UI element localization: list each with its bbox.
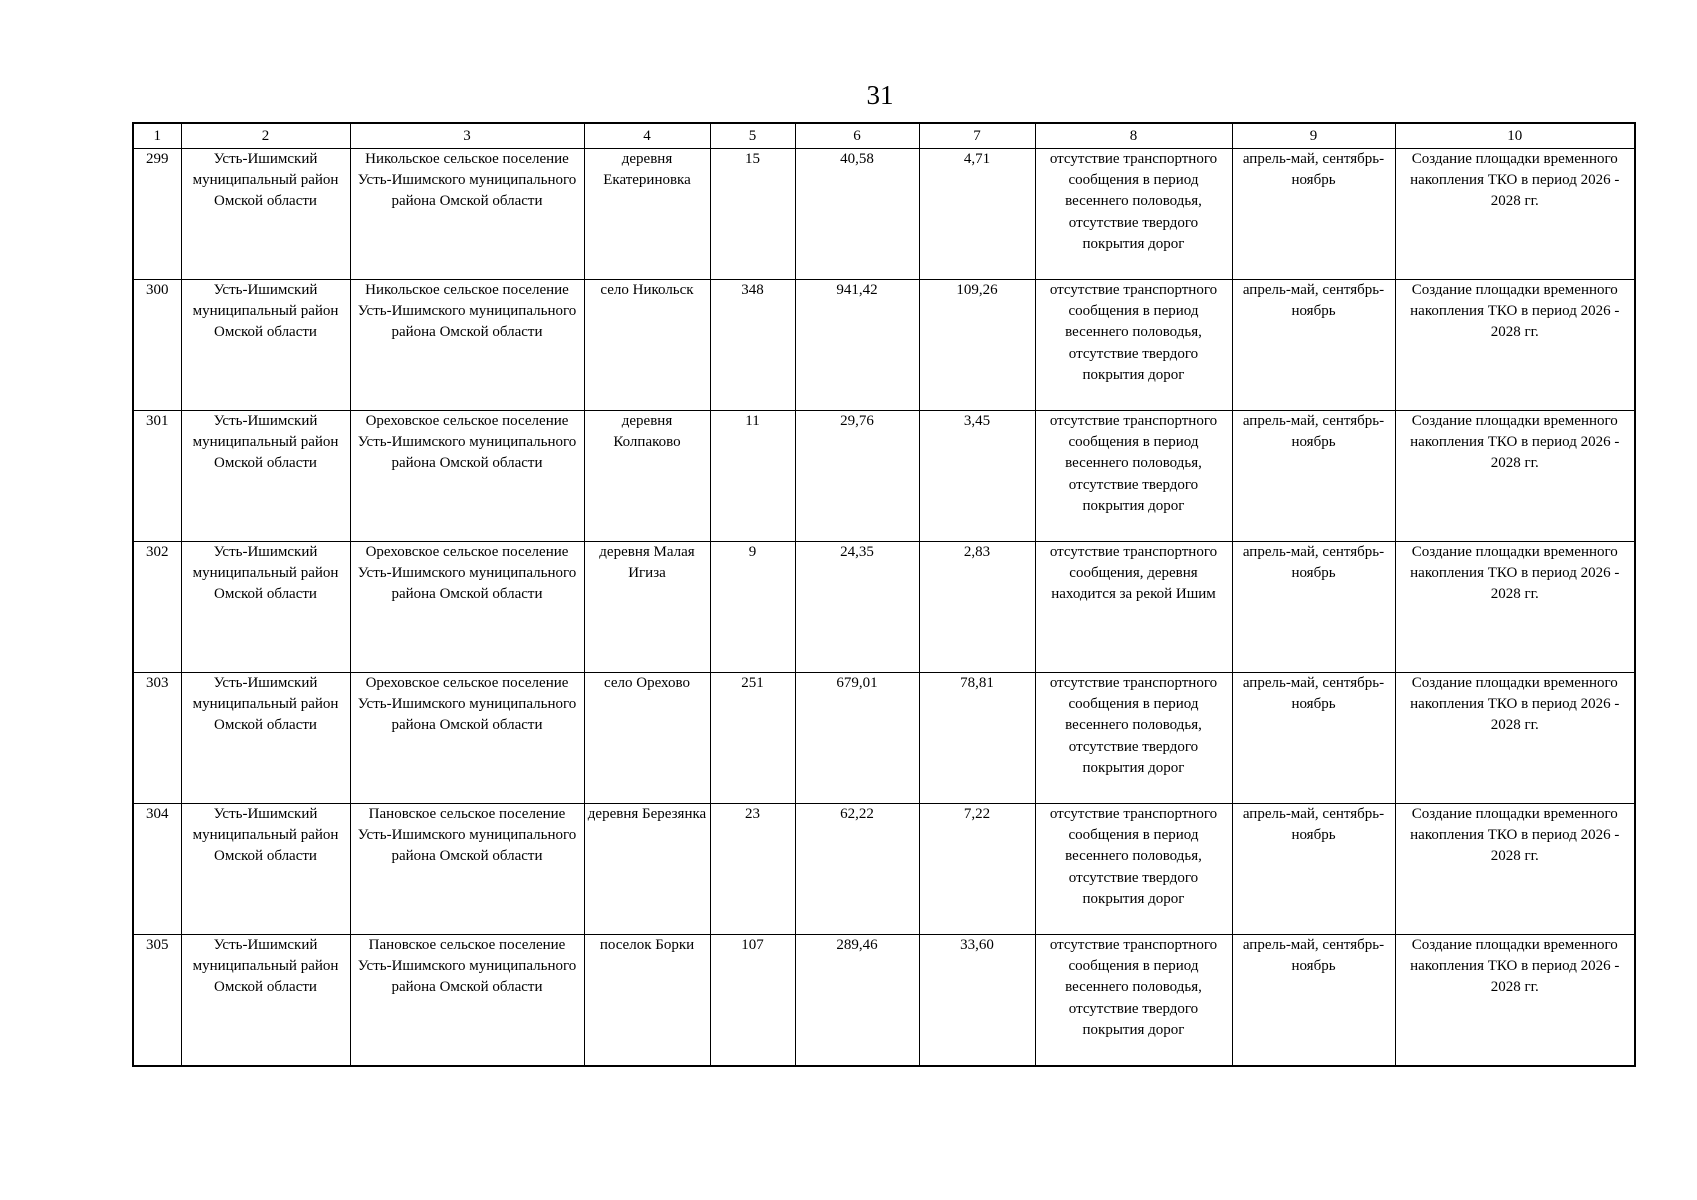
district-cell: Усть-Ишимский муниципальный район Омской области [181, 673, 350, 804]
row-number-cell: 301 [133, 411, 181, 542]
row-number-cell: 303 [133, 673, 181, 804]
table-row [133, 280, 1635, 411]
measure-cell: Создание площадки временного накопления ТКО в период 2026 - 2028 гг. [1395, 411, 1635, 542]
locality-cell: село Орехово [584, 673, 710, 804]
measure-cell: Создание площадки временного накопления ТКО в период 2026 - 2028 гг. [1395, 935, 1635, 1067]
locality-cell: деревня Екатериновка [584, 149, 710, 280]
district-cell: Усть-Ишимский муниципальный район Омской области [181, 149, 350, 280]
settlement-cell: Пановское сельское поселение Усть-Ишимского муниципального района Омской области [350, 804, 584, 935]
column-number-row [133, 123, 1635, 149]
row-number-cell: 299 [133, 149, 181, 280]
locality-cell: поселок Борки [584, 935, 710, 1067]
reason-cell: отсутствие транспортного сообщения, деревня находится за рекой Ишим [1035, 542, 1232, 673]
settlement-cell: Пановское сельское поселение Усть-Ишимского муниципального района Омской области [350, 935, 584, 1067]
table-row [133, 804, 1635, 935]
column-7-cell: 3,45 [919, 411, 1035, 542]
period-cell: апрель-май, сентябрь-ноябрь [1232, 411, 1395, 542]
table-row [133, 542, 1635, 673]
column-5-cell: 348 [710, 280, 795, 411]
column-6-cell: 941,42 [795, 280, 919, 411]
district-cell: Усть-Ишимский муниципальный район Омской области [181, 935, 350, 1067]
locality-cell: деревня Малая Игиза [584, 542, 710, 673]
column-7-cell: 33,60 [919, 935, 1035, 1067]
column-header: 3 [350, 123, 584, 149]
column-header: 6 [795, 123, 919, 149]
column-header: 9 [1232, 123, 1395, 149]
column-header: 1 [133, 123, 181, 149]
district-cell: Усть-Ишимский муниципальный район Омской области [181, 542, 350, 673]
table-row [133, 673, 1635, 804]
column-5-cell: 15 [710, 149, 795, 280]
column-6-cell: 29,76 [795, 411, 919, 542]
column-7-cell: 7,22 [919, 804, 1035, 935]
column-6-cell: 62,22 [795, 804, 919, 935]
column-5-cell: 23 [710, 804, 795, 935]
column-5-cell: 107 [710, 935, 795, 1067]
column-header: 5 [710, 123, 795, 149]
period-cell: апрель-май, сентябрь-ноябрь [1232, 280, 1395, 411]
row-number-cell: 304 [133, 804, 181, 935]
reason-cell: отсутствие транспортного сообщения в период весеннего половодья, отсутствие твердого покрытия дорог [1035, 411, 1232, 542]
column-header: 2 [181, 123, 350, 149]
column-header: 7 [919, 123, 1035, 149]
row-number-cell: 305 [133, 935, 181, 1067]
table-row [133, 149, 1635, 280]
period-cell: апрель-май, сентябрь-ноябрь [1232, 542, 1395, 673]
data-table [132, 122, 1636, 1067]
settlement-cell: Ореховское сельское поселение Усть-Ишимского муниципального района Омской области [350, 673, 584, 804]
measure-cell: Создание площадки временного накопления ТКО в период 2026 - 2028 гг. [1395, 673, 1635, 804]
settlement-cell: Ореховское сельское поселение Усть-Ишимского муниципального района Омской области [350, 542, 584, 673]
page-number: 31 [866, 80, 894, 110]
table-row [133, 935, 1635, 1067]
district-cell: Усть-Ишимский муниципальный район Омской области [181, 280, 350, 411]
measure-cell: Создание площадки временного накопления ТКО в период 2026 - 2028 гг. [1395, 280, 1635, 411]
column-7-cell: 78,81 [919, 673, 1035, 804]
column-7-cell: 109,26 [919, 280, 1035, 411]
period-cell: апрель-май, сентябрь-ноябрь [1232, 804, 1395, 935]
column-5-cell: 9 [710, 542, 795, 673]
measure-cell: Создание площадки временного накопления ТКО в период 2026 - 2028 гг. [1395, 149, 1635, 280]
period-cell: апрель-май, сентябрь-ноябрь [1232, 149, 1395, 280]
settlement-cell: Никольское сельское поселение Усть-Ишимского муниципального района Омской области [350, 149, 584, 280]
table-row [133, 411, 1635, 542]
measure-cell: Создание площадки временного накопления ТКО в период 2026 - 2028 гг. [1395, 804, 1635, 935]
column-header: 4 [584, 123, 710, 149]
column-6-cell: 24,35 [795, 542, 919, 673]
column-header: 10 [1395, 123, 1635, 149]
column-5-cell: 11 [710, 411, 795, 542]
column-6-cell: 289,46 [795, 935, 919, 1067]
period-cell: апрель-май, сентябрь-ноябрь [1232, 673, 1395, 804]
column-7-cell: 4,71 [919, 149, 1035, 280]
locality-cell: деревня Березянка [584, 804, 710, 935]
district-cell: Усть-Ишимский муниципальный район Омской области [181, 411, 350, 542]
district-cell: Усть-Ишимский муниципальный район Омской области [181, 804, 350, 935]
settlement-cell: Ореховское сельское поселение Усть-Ишимского муниципального района Омской области [350, 411, 584, 542]
locality-cell: село Никольск [584, 280, 710, 411]
reason-cell: отсутствие транспортного сообщения в период весеннего половодья, отсутствие твердого покрытия дорог [1035, 935, 1232, 1067]
column-7-cell: 2,83 [919, 542, 1035, 673]
row-number-cell: 300 [133, 280, 181, 411]
column-5-cell: 251 [710, 673, 795, 804]
measure-cell: Создание площадки временного накопления ТКО в период 2026 - 2028 гг. [1395, 542, 1635, 673]
reason-cell: отсутствие транспортного сообщения в период весеннего половодья, отсутствие твердого покрытия дорог [1035, 149, 1232, 280]
locality-cell: деревня Колпаково [584, 411, 710, 542]
reason-cell: отсутствие транспортного сообщения в период весеннего половодья, отсутствие твердого покрытия дорог [1035, 673, 1232, 804]
reason-cell: отсутствие транспортного сообщения в период весеннего половодья, отсутствие твердого покрытия дорог [1035, 280, 1232, 411]
column-6-cell: 679,01 [795, 673, 919, 804]
settlement-cell: Никольское сельское поселение Усть-Ишимского муниципального района Омской области [350, 280, 584, 411]
column-header: 8 [1035, 123, 1232, 149]
period-cell: апрель-май, сентябрь-ноябрь [1232, 935, 1395, 1067]
reason-cell: отсутствие транспортного сообщения в период весеннего половодья, отсутствие твердого покрытия дорог [1035, 804, 1232, 935]
row-number-cell: 302 [133, 542, 181, 673]
column-6-cell: 40,58 [795, 149, 919, 280]
